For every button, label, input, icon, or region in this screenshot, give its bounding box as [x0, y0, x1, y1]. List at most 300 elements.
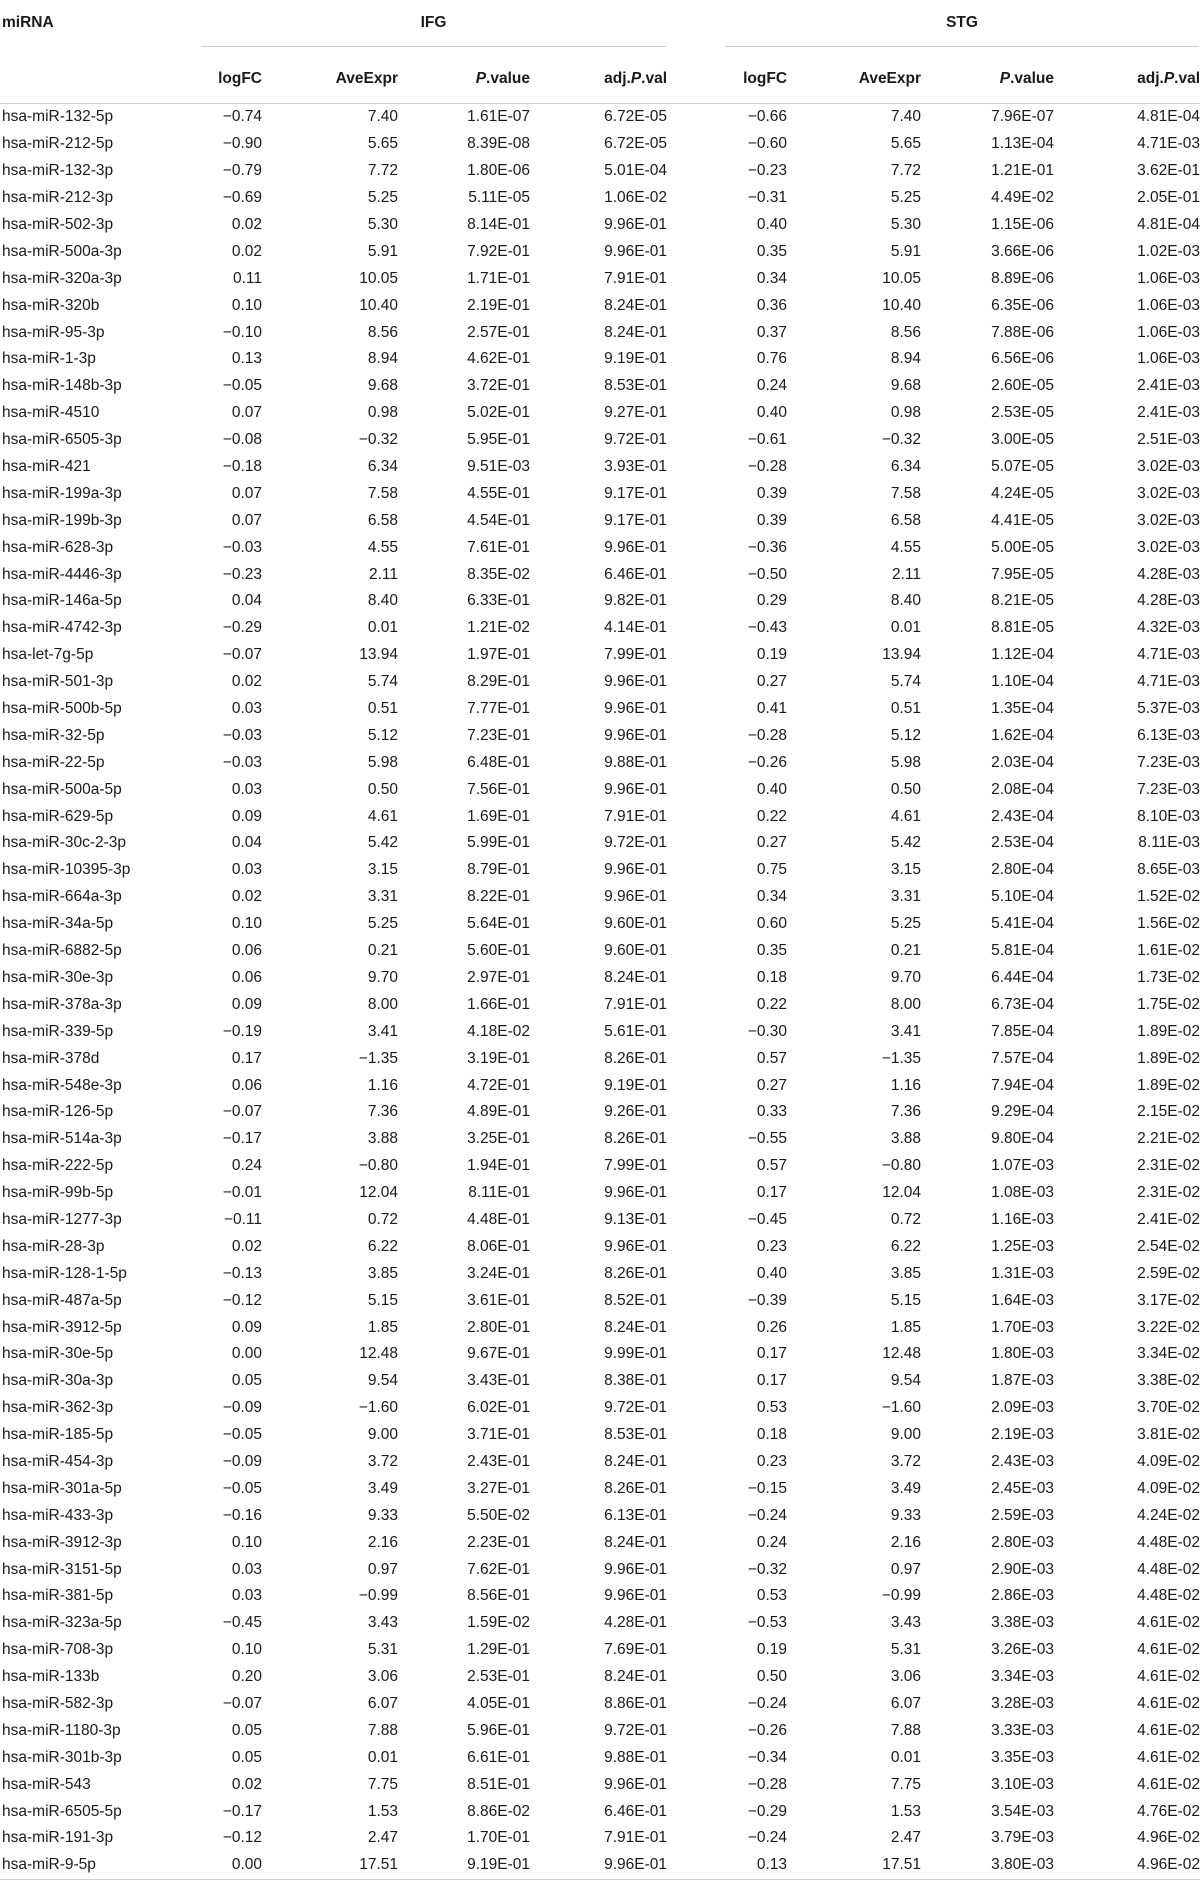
cell-ifg-logfc: −0.45 [222, 1614, 262, 1632]
cell-ifg-aveexpr: 7.58 [367, 484, 398, 502]
cell-ifg-logfc: 0.02 [231, 888, 262, 906]
cell-ifg-adjp: 9.19E-01 [604, 350, 668, 368]
cell-mirna-name: hsa-miR-500b-5p [2, 700, 122, 718]
column-spacer [667, 1072, 724, 1099]
cell-stg-pvalue: 1.80E-03 [991, 1345, 1055, 1363]
cell-stg-aveexpr: 6.22 [890, 1237, 922, 1255]
cell-ifg-aveexpr: 9.33 [367, 1506, 398, 1524]
cell-ifg-logfc: 0.02 [231, 1237, 262, 1255]
cell-stg-logfc: −0.24 [747, 1506, 788, 1524]
cell-stg-pvalue: 2.09E-03 [991, 1399, 1055, 1417]
cell-mirna-name: hsa-miR-339-5p [2, 1022, 114, 1040]
cell-stg-aveexpr: 2.47 [890, 1829, 922, 1847]
cell-ifg-aveexpr: 17.51 [359, 1856, 398, 1874]
cell-ifg-pvalue: 5.02E-01 [467, 404, 530, 422]
cell-ifg-adjp: 7.99E-01 [604, 646, 668, 664]
table-row [0, 938, 1200, 965]
cell-mirna-name: hsa-miR-378a-3p [2, 995, 122, 1013]
cell-ifg-pvalue: 1.71E-01 [467, 269, 530, 287]
cell-ifg-logfc: −0.17 [222, 1130, 262, 1148]
cell-stg-pvalue: 4.49E-02 [991, 189, 1055, 207]
cell-stg-pvalue: 4.24E-05 [991, 484, 1055, 502]
header-blank [0, 55, 200, 104]
cell-stg-logfc: 0.27 [756, 673, 788, 691]
pvalue-italic-p: P [999, 70, 1011, 87]
cell-ifg-pvalue: 1.59E-02 [467, 1614, 530, 1632]
cell-ifg-pvalue: 3.27E-01 [467, 1479, 530, 1497]
cell-mirna-name: hsa-miR-132-3p [2, 162, 114, 180]
cell-stg-logfc: −0.53 [747, 1614, 788, 1632]
column-spacer [667, 911, 724, 938]
cell-ifg-pvalue: 1.21E-02 [467, 619, 530, 637]
column-header-ifg-pvalue [398, 55, 530, 104]
cell-ifg-aveexpr: 4.61 [367, 807, 398, 825]
cell-ifg-adjp: 9.96E-01 [604, 538, 668, 556]
cell-stg-pvalue: 1.70E-03 [991, 1318, 1055, 1336]
cell-ifg-pvalue: 1.70E-01 [467, 1829, 530, 1847]
column-spacer [667, 884, 724, 911]
cell-stg-pvalue: 1.35E-04 [991, 700, 1055, 718]
cell-mirna-name: hsa-miR-146a-5p [2, 592, 122, 610]
cell-ifg-aveexpr: 0.21 [367, 942, 398, 960]
cell-stg-aveexpr: −1.60 [881, 1399, 922, 1417]
header-spacer [667, 2, 724, 55]
cell-stg-pvalue: 7.57E-04 [991, 1049, 1055, 1067]
cell-ifg-aveexpr: 8.56 [367, 323, 398, 341]
group-label-stg: STG [946, 14, 978, 31]
cell-stg-aveexpr: −1.35 [881, 1049, 922, 1067]
cell-ifg-pvalue: 2.57E-01 [467, 323, 530, 341]
cell-stg-adjp: 7.23E-03 [1137, 780, 1200, 798]
cell-ifg-pvalue: 2.23E-01 [467, 1533, 530, 1551]
cell-stg-pvalue: 6.56E-06 [991, 350, 1055, 368]
cell-ifg-pvalue: 7.61E-01 [467, 538, 530, 556]
column-spacer [667, 1126, 724, 1153]
cell-stg-adjp: 1.06E-03 [1137, 323, 1200, 341]
cell-ifg-adjp: 8.24E-01 [604, 296, 668, 314]
cell-ifg-adjp: 9.72E-01 [604, 1399, 668, 1417]
cell-ifg-logfc: 0.17 [231, 1049, 262, 1067]
cell-stg-aveexpr: 7.88 [890, 1721, 922, 1739]
cell-mirna-name: hsa-miR-148b-3p [2, 377, 122, 395]
cell-stg-pvalue: 3.28E-03 [991, 1694, 1055, 1712]
column-spacer [667, 1691, 724, 1718]
column-spacer [667, 1502, 724, 1529]
cell-stg-aveexpr: 17.51 [882, 1856, 922, 1874]
cell-ifg-logfc: −0.17 [222, 1802, 262, 1820]
cell-ifg-logfc: −0.07 [222, 646, 262, 664]
cell-stg-pvalue: 5.00E-05 [991, 538, 1055, 556]
cell-ifg-pvalue: 1.94E-01 [467, 1157, 530, 1175]
cell-ifg-pvalue: 8.39E-08 [467, 135, 530, 153]
cell-ifg-pvalue: 3.43E-01 [467, 1372, 530, 1390]
cell-stg-pvalue: 3.54E-03 [991, 1802, 1055, 1820]
cell-ifg-pvalue: 2.53E-01 [467, 1668, 530, 1686]
cell-stg-pvalue: 1.87E-03 [991, 1372, 1055, 1390]
cell-ifg-logfc: 0.02 [231, 673, 262, 691]
cell-ifg-pvalue: 8.14E-01 [467, 216, 530, 233]
table-row [0, 1314, 1200, 1341]
cell-stg-logfc: −0.15 [747, 1479, 788, 1497]
cell-stg-pvalue: 2.03E-04 [991, 753, 1055, 771]
cell-stg-logfc: −0.26 [747, 753, 788, 771]
column-spacer [667, 965, 724, 992]
cell-ifg-adjp: 9.88E-01 [604, 753, 668, 771]
cell-stg-adjp: 4.71E-03 [1137, 135, 1200, 153]
cell-mirna-name: hsa-miR-320a-3p [2, 269, 122, 287]
cell-stg-adjp: 3.81E-02 [1137, 1426, 1200, 1444]
cell-stg-logfc: 0.41 [756, 700, 788, 718]
column-spacer [667, 561, 724, 588]
cell-stg-pvalue: 1.16E-03 [991, 1210, 1055, 1228]
cell-ifg-pvalue: 1.80E-06 [467, 162, 530, 180]
cell-ifg-pvalue: 5.99E-01 [467, 834, 530, 852]
cell-ifg-aveexpr: 0.98 [367, 404, 398, 422]
cell-stg-aveexpr: 9.70 [890, 968, 922, 986]
cell-stg-adjp: 1.73E-02 [1137, 968, 1200, 986]
cell-stg-pvalue: 3.80E-03 [991, 1856, 1055, 1874]
table-row [0, 265, 1200, 292]
cell-stg-aveexpr: −0.99 [881, 1587, 922, 1605]
cell-stg-aveexpr: 0.97 [890, 1560, 922, 1578]
cell-ifg-logfc: −0.05 [222, 1426, 262, 1444]
column-spacer [667, 1314, 724, 1341]
cell-stg-pvalue: 1.08E-03 [991, 1184, 1055, 1202]
cell-mirna-name: hsa-miR-1277-3p [2, 1210, 122, 1228]
table-row [0, 615, 1200, 642]
table-row [0, 427, 1200, 454]
cell-mirna-name: hsa-miR-301b-3p [2, 1748, 122, 1766]
table-row [0, 1287, 1200, 1314]
cell-stg-logfc: 0.13 [756, 1856, 788, 1874]
cell-ifg-aveexpr: −0.80 [358, 1157, 398, 1175]
cell-ifg-adjp: 8.26E-01 [604, 1479, 668, 1497]
table-row [0, 1852, 1200, 1879]
table-row [0, 1072, 1200, 1099]
cell-stg-logfc: 0.24 [756, 377, 788, 395]
cell-mirna-name: hsa-miR-3151-5p [2, 1560, 122, 1578]
cell-mirna-name: hsa-miR-3912-5p [2, 1318, 122, 1336]
column-spacer [667, 104, 724, 131]
table-row [0, 1717, 1200, 1744]
cell-ifg-aveexpr: 10.40 [359, 296, 398, 314]
cell-ifg-logfc: 0.06 [231, 942, 262, 960]
cell-stg-pvalue: 2.90E-03 [991, 1560, 1055, 1578]
cell-stg-adjp: 8.11E-03 [1138, 834, 1200, 852]
cell-stg-logfc: −0.32 [747, 1560, 788, 1578]
cell-stg-aveexpr: 2.16 [890, 1533, 922, 1551]
cell-ifg-logfc: −0.07 [222, 1103, 262, 1121]
table-row [0, 507, 1200, 534]
table-row [0, 1691, 1200, 1718]
table-row [0, 1502, 1200, 1529]
cell-stg-aveexpr: 3.88 [890, 1130, 922, 1148]
cell-stg-pvalue: 2.08E-04 [991, 780, 1055, 798]
column-spacer [667, 857, 724, 884]
cell-mirna-name: hsa-miR-128-1-5p [2, 1264, 127, 1282]
cell-stg-adjp: 6.13E-03 [1137, 726, 1200, 744]
cell-ifg-logfc: 0.03 [231, 1560, 262, 1578]
mirna-results-table [0, 2, 1200, 1880]
cell-stg-adjp: 4.61E-02 [1137, 1748, 1200, 1766]
cell-stg-adjp: 3.02E-03 [1137, 511, 1200, 529]
table-row [0, 1341, 1200, 1368]
cell-stg-aveexpr: 8.40 [890, 592, 922, 610]
cell-ifg-adjp: 9.60E-01 [604, 915, 668, 933]
cell-stg-aveexpr: 8.56 [890, 323, 922, 341]
cell-ifg-adjp: 3.93E-01 [604, 458, 668, 476]
cell-ifg-pvalue: 4.05E-01 [467, 1694, 530, 1712]
table-row [0, 696, 1200, 723]
cell-ifg-adjp: 9.96E-01 [604, 1184, 668, 1202]
cell-ifg-pvalue: 7.23E-01 [467, 726, 530, 744]
column-spacer [667, 1099, 724, 1126]
column-header-ifg-logfc: logFC [218, 70, 262, 87]
column-spacer [667, 1825, 724, 1852]
cell-stg-logfc: −0.23 [747, 162, 788, 180]
cell-stg-logfc: −0.26 [747, 1721, 788, 1739]
cell-ifg-pvalue: 5.95E-01 [467, 431, 530, 449]
cell-ifg-pvalue: 4.54E-01 [467, 511, 530, 529]
cell-ifg-logfc: 0.11 [232, 269, 262, 287]
cell-stg-pvalue: 2.80E-04 [991, 861, 1055, 879]
cell-ifg-logfc: −0.07 [222, 1694, 262, 1712]
table-row [0, 238, 1200, 265]
cell-ifg-aveexpr: 3.15 [367, 861, 398, 879]
table-row [0, 1771, 1200, 1798]
cell-ifg-logfc: −0.03 [222, 726, 262, 744]
cell-stg-aveexpr: −0.32 [881, 431, 922, 449]
cell-ifg-aveexpr: 8.40 [367, 592, 398, 610]
cell-ifg-logfc: 0.06 [231, 968, 262, 986]
cell-stg-adjp: 4.28E-03 [1137, 565, 1200, 583]
cell-mirna-name: hsa-miR-212-3p [2, 189, 114, 207]
cell-ifg-logfc: 0.07 [231, 484, 262, 502]
cell-mirna-name: hsa-miR-132-5p [2, 108, 114, 126]
cell-ifg-adjp: 7.99E-01 [604, 1157, 668, 1175]
cell-ifg-adjp: 8.26E-01 [604, 1264, 668, 1282]
cell-stg-adjp: 2.31E-02 [1137, 1157, 1200, 1175]
cell-ifg-logfc: 0.05 [231, 1372, 262, 1390]
table-row [0, 749, 1200, 776]
cell-stg-aveexpr: 4.55 [890, 538, 922, 556]
cell-ifg-adjp: 7.91E-01 [604, 269, 668, 287]
cell-mirna-name: hsa-miR-378d [2, 1049, 100, 1067]
cell-ifg-adjp: 1.06E-02 [604, 189, 668, 207]
cell-stg-adjp: 2.51E-03 [1137, 431, 1200, 449]
cell-mirna-name: hsa-miR-10395-3p [2, 861, 131, 879]
cell-stg-adjp: 4.81E-04 [1137, 108, 1200, 126]
cell-ifg-aveexpr: 5.42 [367, 834, 398, 852]
cell-stg-aveexpr: 7.58 [890, 484, 922, 502]
cell-ifg-adjp: 8.24E-01 [604, 1318, 668, 1336]
cell-stg-logfc: 0.18 [756, 1426, 788, 1444]
cell-stg-pvalue: 7.96E-07 [991, 108, 1055, 126]
cell-mirna-name: hsa-miR-222-5p [2, 1157, 114, 1175]
cell-ifg-logfc: 0.24 [231, 1157, 262, 1175]
cell-stg-aveexpr: 3.43 [890, 1614, 922, 1632]
cell-stg-logfc: 0.36 [756, 296, 788, 314]
cell-ifg-aveexpr: 4.55 [367, 538, 398, 556]
cell-stg-pvalue: 1.64E-03 [991, 1291, 1055, 1309]
cell-ifg-pvalue: 8.06E-01 [467, 1237, 530, 1255]
cell-ifg-logfc: −0.10 [222, 323, 262, 341]
cell-ifg-pvalue: 2.43E-01 [467, 1452, 530, 1470]
cell-ifg-adjp: 9.26E-01 [604, 1103, 668, 1121]
column-spacer [667, 1583, 724, 1610]
header-row-groups [0, 2, 1200, 55]
cell-ifg-adjp: 8.24E-01 [604, 323, 668, 341]
cell-stg-adjp: 3.62E-01 [1137, 162, 1200, 180]
cell-stg-pvalue: 7.88E-06 [991, 323, 1055, 341]
column-spacer [667, 507, 724, 534]
cell-ifg-aveexpr: 5.74 [367, 673, 398, 691]
column-header-ifg-adjp [530, 55, 667, 104]
cell-ifg-aveexpr: 7.75 [367, 1775, 398, 1793]
cell-stg-adjp: 4.48E-02 [1137, 1587, 1200, 1605]
cell-stg-adjp: 4.71E-03 [1137, 673, 1200, 691]
cell-ifg-pvalue: 4.55E-01 [467, 484, 530, 502]
column-spacer [667, 131, 724, 158]
cell-mirna-name: hsa-miR-543 [2, 1775, 91, 1793]
group-label-ifg: IFG [420, 14, 447, 31]
cell-mirna-name: hsa-miR-95-3p [2, 323, 105, 341]
pvalue-suffix: .value [486, 70, 530, 87]
cell-ifg-adjp: 9.96E-01 [604, 780, 668, 798]
cell-stg-aveexpr: 0.98 [890, 404, 922, 422]
cell-ifg-pvalue: 4.18E-02 [467, 1022, 530, 1040]
cell-ifg-aveexpr: 0.97 [367, 1560, 398, 1578]
cell-mirna-name: hsa-miR-199a-3p [2, 484, 122, 502]
cell-stg-adjp: 4.61E-02 [1137, 1721, 1200, 1739]
cell-ifg-logfc: 0.09 [231, 995, 262, 1013]
column-spacer [667, 642, 724, 669]
cell-ifg-logfc: 0.04 [231, 834, 262, 852]
cell-stg-aveexpr: 0.01 [890, 1748, 922, 1766]
column-spacer [667, 1449, 724, 1476]
cell-stg-adjp: 1.61E-02 [1137, 942, 1200, 960]
cell-ifg-pvalue: 9.19E-01 [467, 1856, 530, 1874]
cell-stg-logfc: −0.55 [747, 1130, 788, 1148]
cell-stg-aveexpr: 5.98 [890, 753, 922, 771]
cell-ifg-adjp: 9.82E-01 [604, 592, 668, 610]
table-row [0, 1744, 1200, 1771]
cell-ifg-logfc: 0.00 [231, 1856, 262, 1874]
cell-mirna-name: hsa-miR-628-3p [2, 538, 114, 556]
cell-mirna-name: hsa-miR-6505-5p [2, 1802, 122, 1820]
cell-stg-pvalue: 5.10E-04 [991, 888, 1055, 906]
table-row [0, 561, 1200, 588]
cell-stg-aveexpr: 12.04 [882, 1184, 922, 1202]
cell-stg-adjp: 1.89E-02 [1137, 1022, 1200, 1040]
cell-ifg-pvalue: 3.19E-01 [467, 1049, 530, 1067]
column-spacer [667, 1395, 724, 1422]
cell-ifg-adjp: 8.24E-01 [604, 968, 668, 986]
cell-stg-aveexpr: 5.74 [890, 673, 922, 691]
cell-stg-logfc: −0.66 [747, 108, 788, 126]
cell-stg-logfc: 0.35 [756, 942, 788, 960]
cell-stg-logfc: 0.24 [756, 1533, 788, 1551]
cell-stg-adjp: 4.61E-02 [1137, 1668, 1200, 1686]
cell-ifg-pvalue: 1.97E-01 [467, 646, 530, 664]
pvalue-italic-p: P [475, 70, 487, 87]
cell-stg-aveexpr: 12.48 [882, 1345, 922, 1363]
cell-ifg-adjp: 9.13E-01 [604, 1210, 668, 1228]
cell-stg-adjp: 7.23E-03 [1137, 753, 1200, 771]
column-spacer [667, 480, 724, 507]
cell-stg-logfc: 0.34 [756, 269, 788, 287]
column-spacer [667, 1260, 724, 1287]
cell-ifg-pvalue: 3.25E-01 [467, 1130, 530, 1148]
table-row [0, 1664, 1200, 1691]
cell-ifg-pvalue: 7.77E-01 [467, 700, 530, 718]
cell-stg-logfc: 0.50 [756, 1668, 788, 1686]
cell-stg-logfc: 0.33 [756, 1103, 788, 1121]
cell-stg-aveexpr: 9.33 [890, 1506, 922, 1524]
header-spacer [667, 55, 724, 104]
cell-mirna-name: hsa-miR-421 [2, 458, 91, 476]
cell-ifg-logfc: 0.10 [231, 1641, 262, 1659]
cell-ifg-pvalue: 4.89E-01 [467, 1103, 530, 1121]
column-spacer [667, 400, 724, 427]
cell-stg-adjp: 5.37E-03 [1137, 700, 1200, 718]
cell-stg-pvalue: 1.07E-03 [991, 1157, 1055, 1175]
cell-stg-pvalue: 3.66E-06 [991, 242, 1055, 260]
column-header-stg-adjp [1054, 55, 1200, 104]
cell-ifg-adjp: 9.88E-01 [604, 1748, 668, 1766]
cell-ifg-aveexpr: 0.72 [367, 1210, 398, 1228]
cell-stg-pvalue: 3.10E-03 [991, 1775, 1055, 1793]
cell-mirna-name: hsa-miR-6882-5p [2, 942, 122, 960]
cell-stg-logfc: 0.60 [756, 915, 788, 933]
table-row [0, 991, 1200, 1018]
cell-stg-logfc: −0.60 [747, 135, 788, 153]
cell-ifg-logfc: −0.19 [222, 1022, 262, 1040]
cell-stg-logfc: −0.28 [747, 726, 788, 744]
table-row [0, 534, 1200, 561]
cell-mirna-name: hsa-miR-30a-3p [2, 1372, 114, 1390]
cell-ifg-logfc: 0.03 [231, 861, 262, 879]
cell-ifg-adjp: 9.96E-01 [604, 673, 668, 691]
cell-ifg-logfc: 0.00 [231, 1345, 262, 1363]
cell-stg-logfc: 0.39 [756, 511, 788, 529]
cell-ifg-logfc: −0.69 [222, 189, 262, 207]
cell-stg-adjp: 1.06E-03 [1137, 296, 1200, 314]
cell-mirna-name: hsa-miR-30c-2-3p [2, 834, 127, 852]
cell-stg-logfc: −0.24 [747, 1694, 788, 1712]
cell-stg-logfc: −0.29 [747, 1802, 788, 1820]
cell-stg-pvalue: 1.21E-01 [991, 162, 1055, 180]
cell-mirna-name: hsa-miR-500a-3p [2, 242, 122, 260]
cell-stg-pvalue: 3.26E-03 [991, 1641, 1055, 1659]
cell-mirna-name: hsa-miR-126-5p [2, 1103, 114, 1121]
cell-ifg-aveexpr: 5.25 [367, 915, 398, 933]
column-spacer [667, 749, 724, 776]
table-row [0, 185, 1200, 212]
cell-ifg-logfc: −0.74 [222, 108, 262, 126]
column-spacer [667, 1664, 724, 1691]
cell-ifg-pvalue: 8.56E-01 [467, 1587, 530, 1605]
column-spacer [667, 373, 724, 400]
column-spacer [667, 1556, 724, 1583]
cell-stg-logfc: 0.29 [756, 592, 788, 610]
cell-ifg-adjp: 8.24E-01 [604, 1668, 668, 1686]
cell-ifg-pvalue: 5.50E-02 [467, 1506, 530, 1524]
cell-stg-pvalue: 2.53E-04 [991, 834, 1055, 852]
column-spacer [667, 615, 724, 642]
column-spacer [667, 696, 724, 723]
cell-stg-aveexpr: 9.54 [890, 1372, 922, 1390]
